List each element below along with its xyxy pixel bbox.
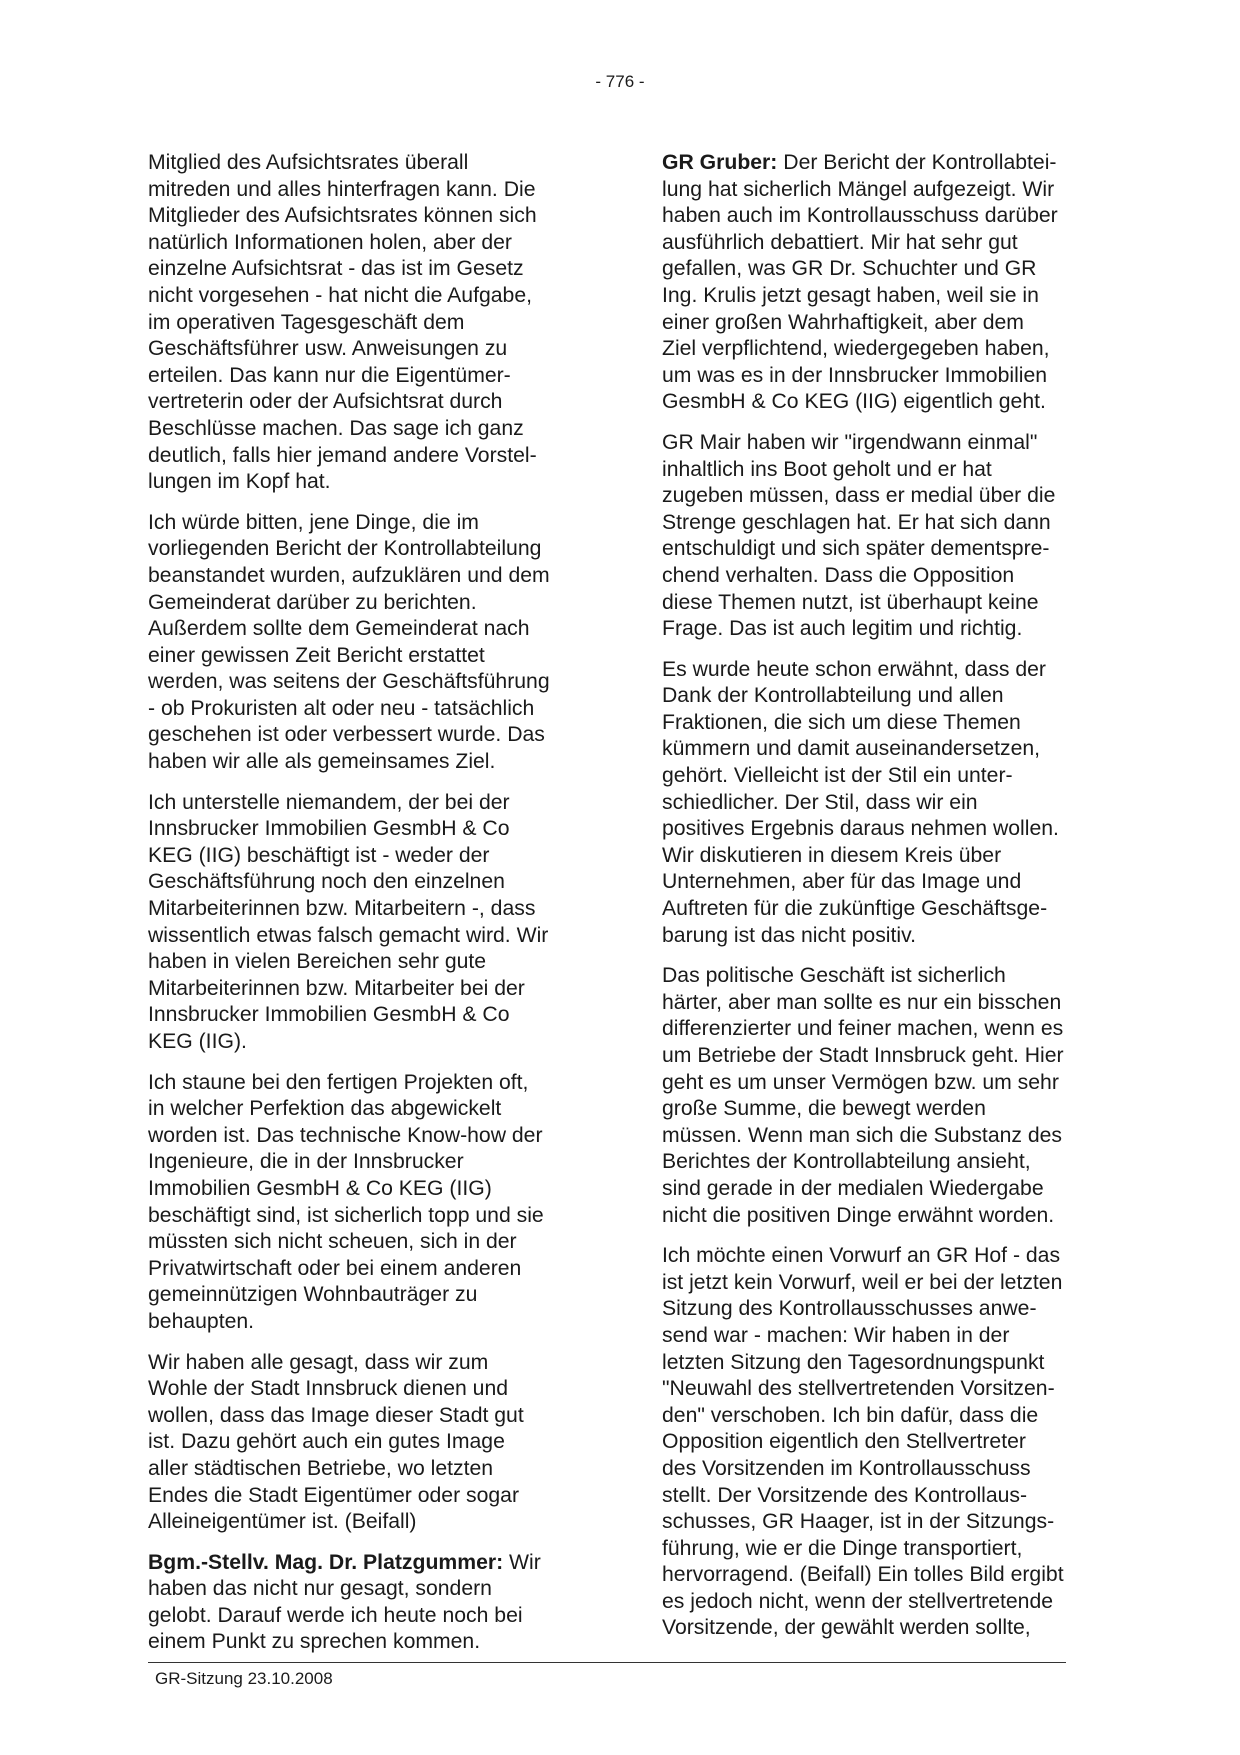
line-text: Mitarbeiterinnen bzw. Mitarbeiter bei der <box>148 976 525 1000</box>
text-line <box>148 1002 590 1029</box>
line-text: Opposition eigentlich den Stellvertreter <box>662 1430 1026 1454</box>
line-text: Wir diskutieren in diesem Kreis über <box>662 843 1002 867</box>
text-line <box>662 363 1107 390</box>
line-text: einem Punkt zu sprechen kommen. <box>148 1630 481 1654</box>
text-line <box>148 256 590 283</box>
line-text: einer gewissen Zeit Bericht erstattet <box>148 643 485 667</box>
text-line <box>148 469 590 496</box>
line-text: KEG (IIG) beschäftigt ist - weder der <box>148 843 490 867</box>
line-text: deutlich, falls hier jemand andere Vorstel- <box>148 443 537 467</box>
text-line <box>662 150 1107 177</box>
line-text: Ziel verpflichtend, wiedergegeben haben, <box>662 337 1050 361</box>
text-line <box>148 643 590 670</box>
text-line <box>662 1589 1107 1616</box>
line-text: es jedoch nicht, wenn der stellvertretende <box>662 1589 1054 1613</box>
text-line <box>148 1203 590 1230</box>
line-text: zugeben müssen, dass er medial über die <box>662 484 1056 508</box>
text-line <box>148 1429 590 1456</box>
text-line <box>148 590 590 617</box>
text-line <box>148 443 590 470</box>
line-text: mitreden und alles hinterfragen kann. Die <box>148 177 536 201</box>
line-text: Ich unterstelle niemandem, der bei der <box>148 790 510 814</box>
text-line <box>148 1029 590 1056</box>
line-text: differenzierter und feiner machen, wenn es <box>662 1017 1064 1041</box>
text-line <box>148 722 590 749</box>
line-text: wollen, dass das Image dieser Stadt gut <box>148 1403 524 1427</box>
text-line <box>662 177 1107 204</box>
line-text: geschehen ist oder verbessert wurde. Das <box>148 723 545 747</box>
text-line <box>662 816 1107 843</box>
line-text: Das politische Geschäft ist sicherlich <box>662 964 1006 988</box>
line-text: gelobt. Darauf werde ich heute noch bei <box>148 1603 523 1627</box>
right-column <box>662 150 1107 1656</box>
text-line <box>662 616 1107 643</box>
text-line <box>662 1149 1107 1176</box>
line-text: Immobilien GesmbH & Co KEG (IIG) <box>148 1176 492 1200</box>
text-line <box>662 790 1107 817</box>
text-line <box>662 1123 1107 1150</box>
line-text: send war - machen: Wir haben in der <box>662 1323 1010 1347</box>
text-line <box>148 1256 590 1283</box>
text-line <box>148 1483 590 1510</box>
text-line <box>662 1483 1107 1510</box>
line-text: Berichtes der Kontrollabteilung ansieht, <box>662 1150 1031 1174</box>
text-line <box>662 710 1107 737</box>
text-line <box>662 510 1107 537</box>
line-text: Geschäftsführung noch den einzelnen <box>148 870 505 894</box>
text-line <box>662 843 1107 870</box>
text-line <box>148 510 590 537</box>
text-line <box>148 283 590 310</box>
text-line <box>662 736 1107 763</box>
line-text: Strenge geschlagen hat. Er hat sich dann <box>662 510 1051 534</box>
line-text: in welcher Perfektion das abgewickelt <box>148 1097 502 1121</box>
text-line <box>662 336 1107 363</box>
text-line <box>662 1243 1107 1270</box>
text-line <box>662 1270 1107 1297</box>
line-text: schiedlicher. Der Stil, dass wir ein <box>662 790 978 814</box>
line-text: Es wurde heute schon erwähnt, dass der <box>662 657 1046 681</box>
text-line <box>662 1456 1107 1483</box>
paragraph <box>662 430 1107 643</box>
text-line <box>662 536 1107 563</box>
line-text: vertreterin oder der Aufsichtsrat durch <box>148 390 503 414</box>
line-text: nicht die positiven Dinge erwähnt worden. <box>662 1203 1055 1227</box>
line-text: führung, wie er die Dinge transportiert, <box>662 1536 1023 1560</box>
text-line <box>148 1350 590 1377</box>
line-text: Geschäftsführer usw. Anweisungen zu <box>148 337 508 361</box>
paragraph <box>662 963 1107 1229</box>
line-text: hervorragend. (Beifall) Ein tolles Bild ergibt <box>662 1563 1064 1587</box>
line-text: natürlich Informationen holen, aber der <box>148 230 512 254</box>
line-text: Innsbrucker Immobilien GesmbH & Co <box>148 1003 510 1027</box>
line-text: des Vorsitzenden im Kontrollausschuss <box>662 1456 1031 1480</box>
footer-rule <box>148 1662 1066 1663</box>
line-text: werden, was seitens der Geschäftsführung <box>148 670 550 694</box>
line-text: nicht vorgesehen - hat nicht die Aufgabe, <box>148 283 532 307</box>
line-text: Innsbrucker Immobilien GesmbH & Co <box>148 817 510 841</box>
text-line <box>148 336 590 363</box>
text-line <box>662 923 1107 950</box>
text-line <box>662 963 1107 990</box>
left-column <box>148 150 590 1670</box>
line-text: KEG (IIG). <box>148 1030 247 1053</box>
line-text: stellt. Der Vorsitzende des Kontrollaus- <box>662 1483 1028 1507</box>
line-text: Unternehmen, aber für das Image und <box>662 870 1022 894</box>
text-line <box>148 616 590 643</box>
line-text: gehört. Vielleicht ist der Stil ein unter- <box>662 764 1013 788</box>
line-text: im operativen Tagesgeschäft dem <box>148 310 465 334</box>
line-text: barung ist das nicht positiv. <box>662 923 916 947</box>
line-text: positives Ergebnis daraus nehmen wollen. <box>662 817 1059 841</box>
text-line <box>662 310 1107 337</box>
line-text: den" verschoben. Ich bin dafür, dass die <box>662 1403 1039 1427</box>
line-text: gemeinnützigen Wohnbauträger zu <box>148 1283 478 1307</box>
text-line <box>662 1043 1107 1070</box>
text-line <box>148 1123 590 1150</box>
line-text: Mitarbeiterinnen bzw. Mitarbeitern -, dass <box>148 897 536 921</box>
text-line <box>662 869 1107 896</box>
line-text: Der Bericht der Kontrollabtei- <box>777 151 1057 174</box>
text-line <box>148 1376 590 1403</box>
line-text: Dank der Kontrollabteilung und allen <box>662 684 1004 708</box>
text-line <box>148 1096 590 1123</box>
line-text: Ingenieure, die in der Innsbrucker <box>148 1150 464 1174</box>
paragraph <box>148 510 590 776</box>
text-line <box>148 1309 590 1336</box>
text-line <box>662 990 1107 1017</box>
line-text: Vorsitzende, der gewählt werden sollte, <box>662 1616 1031 1640</box>
text-line <box>662 1096 1107 1123</box>
line-text: um was es in der Innsbrucker Immobilien <box>662 363 1048 387</box>
text-line <box>148 843 590 870</box>
text-line <box>148 230 590 257</box>
paragraph <box>662 657 1107 950</box>
paragraph <box>148 1070 590 1336</box>
speaker-name: GR Gruber: <box>662 151 778 174</box>
text-line <box>662 1403 1107 1430</box>
text-line <box>662 896 1107 923</box>
line-text: haben auch im Kontrollausschuss darüber <box>662 204 1058 228</box>
text-line <box>148 1509 590 1536</box>
text-line <box>148 976 590 1003</box>
text-line <box>148 389 590 416</box>
text-line <box>148 1282 590 1309</box>
line-text: aller städtischen Betriebe, wo letzten <box>148 1456 494 1480</box>
text-line <box>662 763 1107 790</box>
text-line <box>662 1376 1107 1403</box>
text-line <box>662 1509 1107 1536</box>
text-line <box>662 1615 1107 1642</box>
text-line <box>662 1070 1107 1097</box>
line-text: Beschlüsse machen. Das sage ich ganz <box>148 416 524 440</box>
line-text: große Summe, die bewegt werden <box>662 1097 986 1121</box>
line-text: schusses, GR Haager, ist in der Sitzungs- <box>662 1510 1055 1534</box>
line-text: - ob Prokuristen alt oder neu - tatsächlich <box>148 696 535 720</box>
line-text: Sitzung des Kontrollausschusses anwe- <box>662 1297 1037 1321</box>
line-text: worden ist. Das technische Know-how der <box>148 1123 543 1147</box>
line-text: Mitglied des Aufsichtsrates überall <box>148 151 469 174</box>
text-line <box>662 203 1107 230</box>
text-line <box>662 1176 1107 1203</box>
text-line <box>148 416 590 443</box>
line-text: müssten sich nicht scheuen, sich in der <box>148 1230 517 1254</box>
line-text: sind gerade in der medialen Wiedergabe <box>662 1176 1044 1200</box>
line-text: ausführlich debattiert. Mir hat sehr gut <box>662 230 1018 254</box>
text-line <box>662 683 1107 710</box>
line-text: Privatwirtschaft oder bei einem anderen <box>148 1256 522 1280</box>
line-text: lungen im Kopf hat. <box>148 470 331 494</box>
text-line <box>148 1456 590 1483</box>
line-text: Fraktionen, die sich um diese Themen <box>662 710 1021 734</box>
text-line <box>662 1350 1107 1377</box>
line-text: geht es um unser Vermögen bzw. um sehr <box>662 1070 1059 1094</box>
text-line <box>662 483 1107 510</box>
text-line <box>148 749 590 776</box>
line-text: diese Themen nutzt, ist überhaupt keine <box>662 590 1039 614</box>
line-text: Gemeinderat darüber zu berichten. <box>148 590 477 614</box>
line-text: letzten Sitzung den Tagesordnungspunkt <box>662 1350 1045 1374</box>
line-text: Endes die Stadt Eigentümer oder sogar <box>148 1483 520 1507</box>
text-line <box>662 283 1107 310</box>
line-text: "Neuwahl des stellvertretenden Vorsitzen- <box>662 1377 1055 1401</box>
text-line <box>148 1603 590 1630</box>
line-text: gefallen, was GR Dr. Schuchter und GR <box>662 257 1037 281</box>
text-line <box>662 1296 1107 1323</box>
text-line <box>148 536 590 563</box>
text-line <box>148 923 590 950</box>
line-text: Frage. Das ist auch legitim und richtig. <box>662 617 1023 641</box>
text-line <box>662 1536 1107 1563</box>
line-text: inhaltlich ins Boot geholt und er hat <box>662 457 992 481</box>
text-line <box>662 430 1107 457</box>
speaker-name: Bgm.-Stellv. Mag. Dr. Platzgummer: <box>148 1550 504 1574</box>
text-line <box>662 1323 1107 1350</box>
line-text: Mitglieder des Aufsichtsrates können sich <box>148 204 537 228</box>
line-text: Alleineigentümer ist. (Beifall) <box>148 1510 417 1534</box>
paragraph <box>662 150 1107 416</box>
line-text: ist jetzt kein Vorwurf, weil er bei der letzten <box>662 1270 1063 1294</box>
text-line <box>148 1403 590 1430</box>
page-number: - 776 - <box>595 72 645 91</box>
text-line <box>148 1550 590 1577</box>
text-line <box>662 563 1107 590</box>
text-line <box>662 457 1107 484</box>
text-line <box>148 203 590 230</box>
text-line <box>148 563 590 590</box>
line-text: ist. Dazu gehört auch ein gutes Image <box>148 1430 505 1454</box>
line-text: behaupten. <box>148 1309 255 1333</box>
text-line <box>662 1562 1107 1589</box>
line-text: lung hat sicherlich Mängel aufgezeigt. Wir <box>662 177 1055 201</box>
text-line <box>662 657 1107 684</box>
text-line <box>662 389 1107 416</box>
paragraph <box>148 1350 590 1536</box>
line-text: wissentlich etwas falsch gemacht wird. Wir <box>148 923 549 947</box>
text-line <box>148 177 590 204</box>
line-text: um Betriebe der Stadt Innsbruck geht. Hier <box>662 1044 1064 1067</box>
line-text: erteilen. Das kann nur die Eigentümer- <box>148 363 511 387</box>
text-line <box>148 816 590 843</box>
footer-text: GR-Sitzung 23.10.2008 <box>155 1669 333 1688</box>
paragraph <box>148 1550 590 1656</box>
text-line <box>148 1229 590 1256</box>
line-text: chend verhalten. Dass die Opposition <box>662 563 1015 587</box>
text-line <box>148 790 590 817</box>
text-line <box>148 363 590 390</box>
line-text: GesmbH & Co KEG (IIG) eigentlich geht. <box>662 390 1046 414</box>
text-line <box>148 150 590 177</box>
line-text: Ich staune bei den fertigen Projekten oft, <box>148 1070 529 1094</box>
line-text: vorliegenden Bericht der Kontrollabteilung <box>148 537 542 561</box>
text-line <box>148 1149 590 1176</box>
paragraph <box>662 1243 1107 1642</box>
text-line <box>148 1176 590 1203</box>
text-line <box>662 1203 1107 1230</box>
line-text: Ing. Krulis jetzt gesagt haben, weil sie in <box>662 283 1039 307</box>
line-text: einer großen Wahrhaftigkeit, aber dem <box>662 310 1024 334</box>
text-line <box>148 1070 590 1097</box>
line-text: Wohle der Stadt Innsbruck dienen und <box>148 1377 509 1401</box>
line-text: Außerdem sollte dem Gemeinderat nach <box>148 617 530 641</box>
text-line <box>662 1016 1107 1043</box>
line-text: Auftreten für die zukünftige Geschäftsge- <box>662 897 1048 921</box>
text-line <box>148 869 590 896</box>
line-text: beschäftigt sind, ist sicherlich topp und sie <box>148 1203 544 1227</box>
text-line <box>148 696 590 723</box>
text-line <box>662 256 1107 283</box>
line-text: haben wir alle als gemeinsames Ziel. <box>148 750 496 774</box>
line-text: kümmern und damit auseinandersetzen, <box>662 737 1041 761</box>
paragraph <box>148 150 590 496</box>
line-text: einzelne Aufsichtsrat - das ist im Gesetz <box>148 257 524 281</box>
line-text: beanstandet wurden, aufzuklären und dem <box>148 563 550 587</box>
text-line <box>148 1629 590 1656</box>
line-text: GR Mair haben wir "irgendwann einmal" <box>662 430 1038 454</box>
line-text: Wir haben alle gesagt, dass wir zum <box>148 1350 489 1374</box>
text-line <box>662 230 1107 257</box>
line-text: Ich würde bitten, jene Dinge, die im <box>148 510 479 534</box>
line-text: Ich möchte einen Vorwurf an GR Hof - das <box>662 1244 1061 1268</box>
text-line <box>148 949 590 976</box>
text-line <box>662 1429 1107 1456</box>
paragraph <box>148 790 590 1056</box>
text-line <box>148 896 590 923</box>
text-line <box>148 310 590 337</box>
line-text: entschuldigt und sich später dementspre- <box>662 537 1050 561</box>
line-text: müssen. Wenn man sich die Substanz des <box>662 1123 1063 1147</box>
line-text: Wir <box>503 1550 541 1574</box>
line-text: haben in vielen Bereichen sehr gute <box>148 950 487 974</box>
line-text: härter, aber man sollte es nur ein bisschen <box>662 990 1062 1014</box>
line-text: haben das nicht nur gesagt, sondern <box>148 1577 492 1601</box>
text-line <box>148 669 590 696</box>
text-line <box>148 1576 590 1603</box>
text-line <box>662 590 1107 617</box>
